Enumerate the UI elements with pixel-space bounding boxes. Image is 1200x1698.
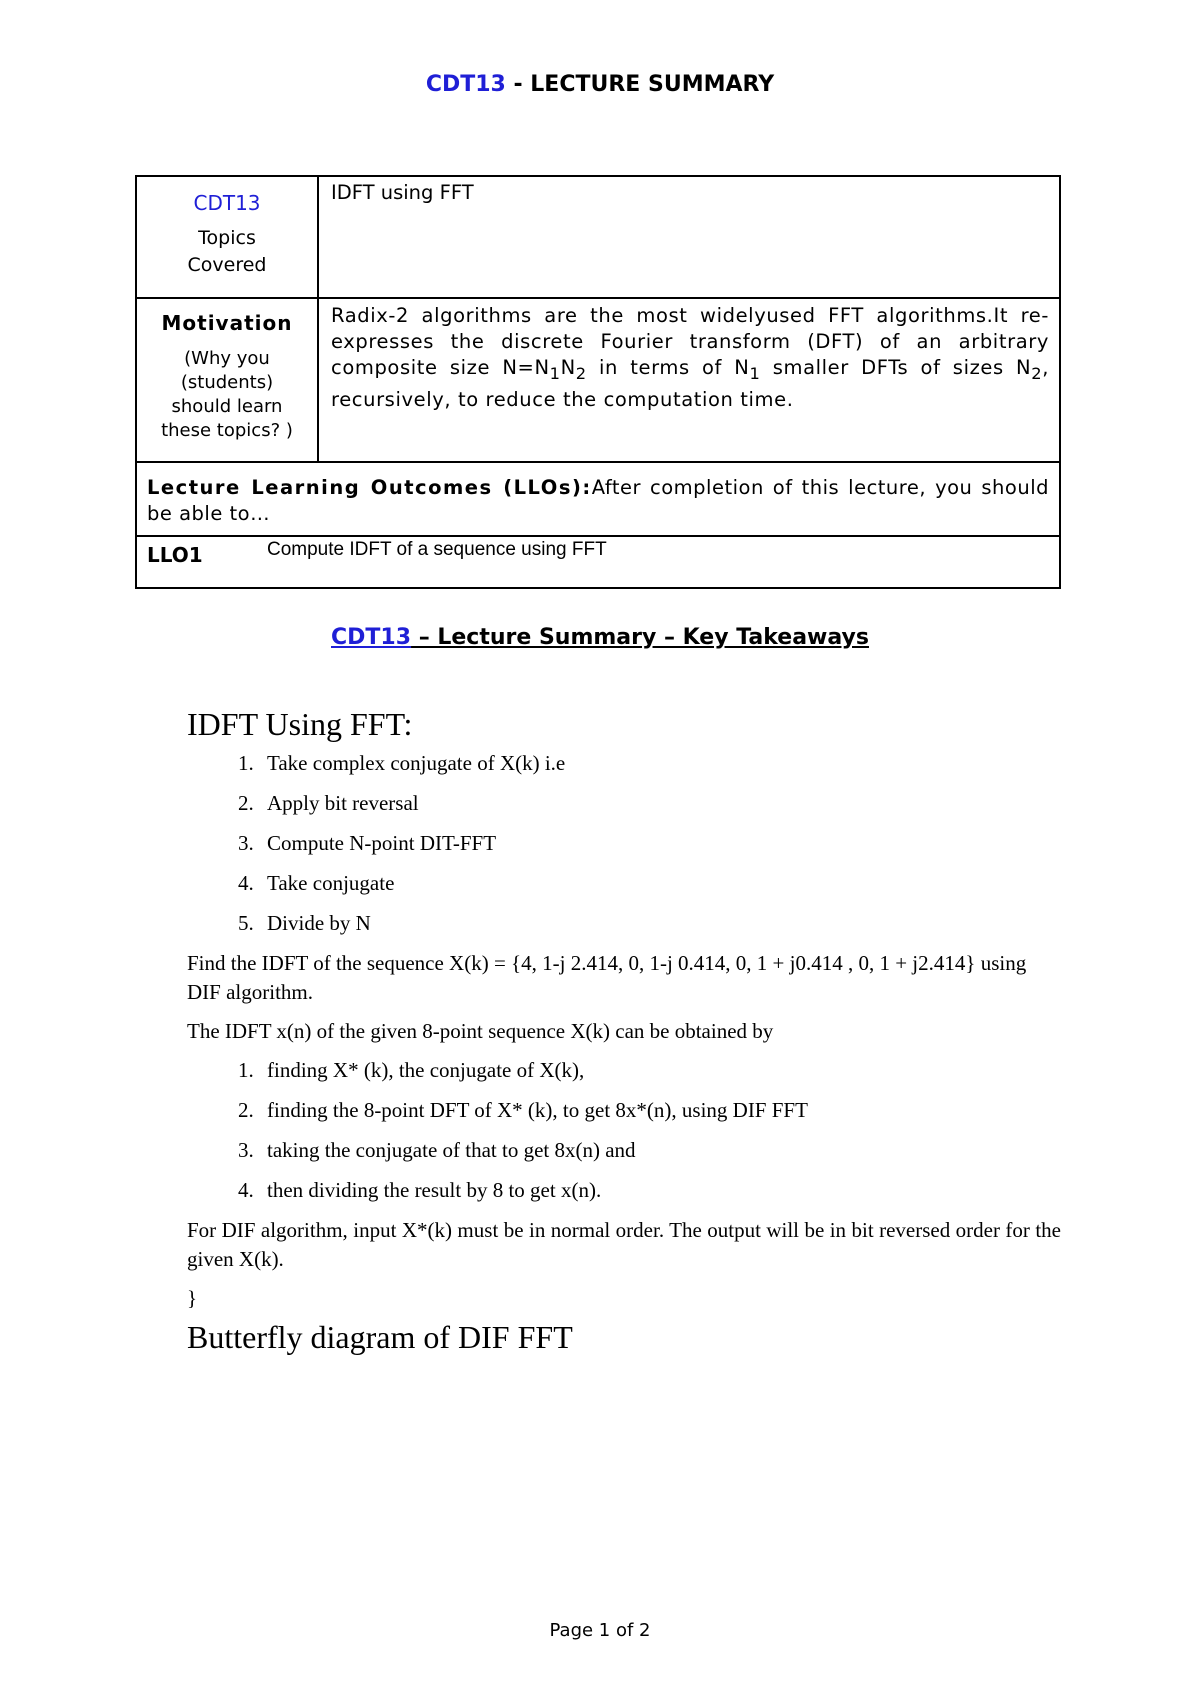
- topics-value: IDFT using FFT: [331, 181, 474, 204]
- motivation-text-1: Radix-2 algorithms are the most widelyused FFT algorithms.It re-expresses the discrete Fourier transform (DFT) of an arbitrary composite size N=N: [331, 304, 1049, 379]
- topics-code: CDT13: [193, 191, 261, 215]
- list-item: 3. Compute N-point DIT-FFT: [259, 829, 1061, 858]
- page-title-text: - LECTURE SUMMARY: [505, 72, 775, 97]
- list-item: 2. Apply bit reversal: [259, 789, 1061, 818]
- llo-heading: Lecture Learning Outcomes (LLOs):: [147, 476, 592, 499]
- closing-brace: }: [187, 1286, 198, 1310]
- key-takeaways-title: [0, 625, 1200, 650]
- llo-text: Compute IDFT of a sequence using FFT: [267, 539, 607, 560]
- topics-value-cell: [318, 176, 1060, 298]
- motivation-text-4: smaller DFTs of sizes N: [760, 356, 1032, 379]
- llo-inner-table: [137, 537, 1059, 587]
- topics-label-cell: [136, 176, 318, 298]
- motivation-row: [136, 298, 1060, 462]
- motivation-text-cell: [318, 298, 1060, 462]
- llo-row: [136, 536, 1060, 588]
- key-takeaways-title-text: – Lecture Summary – Key Takeaways: [411, 625, 869, 650]
- llo-heading-row: [136, 462, 1060, 536]
- llo-id: LLO1: [147, 543, 203, 567]
- motivation-label: Motivation: [161, 311, 293, 335]
- dif-note: For DIF algorithm, input X*(k) must be in normal order. The output will be in bit reversed order for the given X(k).: [187, 1218, 1061, 1271]
- procedure-intro: The IDFT x(n) of the given 8-point sequence X(k) can be obtained by: [187, 1019, 774, 1043]
- lecture-summary-table: [135, 175, 1061, 589]
- llo-row-cell: [136, 536, 1060, 588]
- butterfly-heading: Butterfly diagram of DIF FFT: [187, 1319, 573, 1355]
- list-item: 4. Take conjugate: [259, 869, 1061, 898]
- motivation-label-cell: [136, 298, 318, 462]
- motivation-text-3: in terms of N: [586, 356, 750, 379]
- llo-heading-cell: [136, 462, 1060, 536]
- topics-row: [136, 176, 1060, 298]
- motivation-sub-1: 1: [549, 363, 561, 383]
- motivation-text-2: N: [560, 356, 576, 379]
- motivation-sub-2: 2: [575, 363, 587, 383]
- problem-statement: Find the IDFT of the sequence X(k) = {4, 1-j 2.414, 0, 1-j 0.414, 0, 1 + j0.414 , 0, 1 + j2.414} using DIF algorithm.: [187, 951, 1027, 1004]
- motivation-sub-3: 1: [749, 363, 761, 383]
- key-takeaways-content: [187, 700, 1061, 1362]
- llo-intro: After completion of this lecture, you should be able to…: [147, 476, 1049, 525]
- topics-label: Topics Covered: [187, 227, 267, 276]
- key-takeaways-code: CDT13: [331, 625, 412, 650]
- page-number: Page 1 of 2: [549, 1620, 651, 1641]
- idft-steps-list: [187, 749, 1061, 938]
- list-item: 5. Divide by N: [259, 909, 1061, 938]
- page-title-code: CDT13: [425, 72, 506, 97]
- idft-heading: IDFT Using FFT:: [187, 706, 413, 742]
- page-title: [0, 72, 1200, 97]
- procedure-list: [187, 1056, 1061, 1205]
- list-item: 1. finding X* (k), the conjugate of X(k),: [259, 1056, 1061, 1085]
- list-item: 4. then dividing the result by 8 to get x(n).: [259, 1176, 1061, 1205]
- motivation-text-5: , recursively, to reduce the computation time.: [331, 356, 1050, 411]
- list-item: 1. Take complex conjugate of X(k) i.e: [259, 749, 1061, 778]
- motivation-sub-4: 2: [1031, 363, 1043, 383]
- list-item: 2. finding the 8-point DFT of X* (k), to get 8x*(n), using DIF FFT: [259, 1096, 1061, 1125]
- motivation-sub: (Why you (students) should learn these topics? ): [161, 348, 293, 441]
- list-item: 3. taking the conjugate of that to get 8x(n) and: [259, 1136, 1061, 1165]
